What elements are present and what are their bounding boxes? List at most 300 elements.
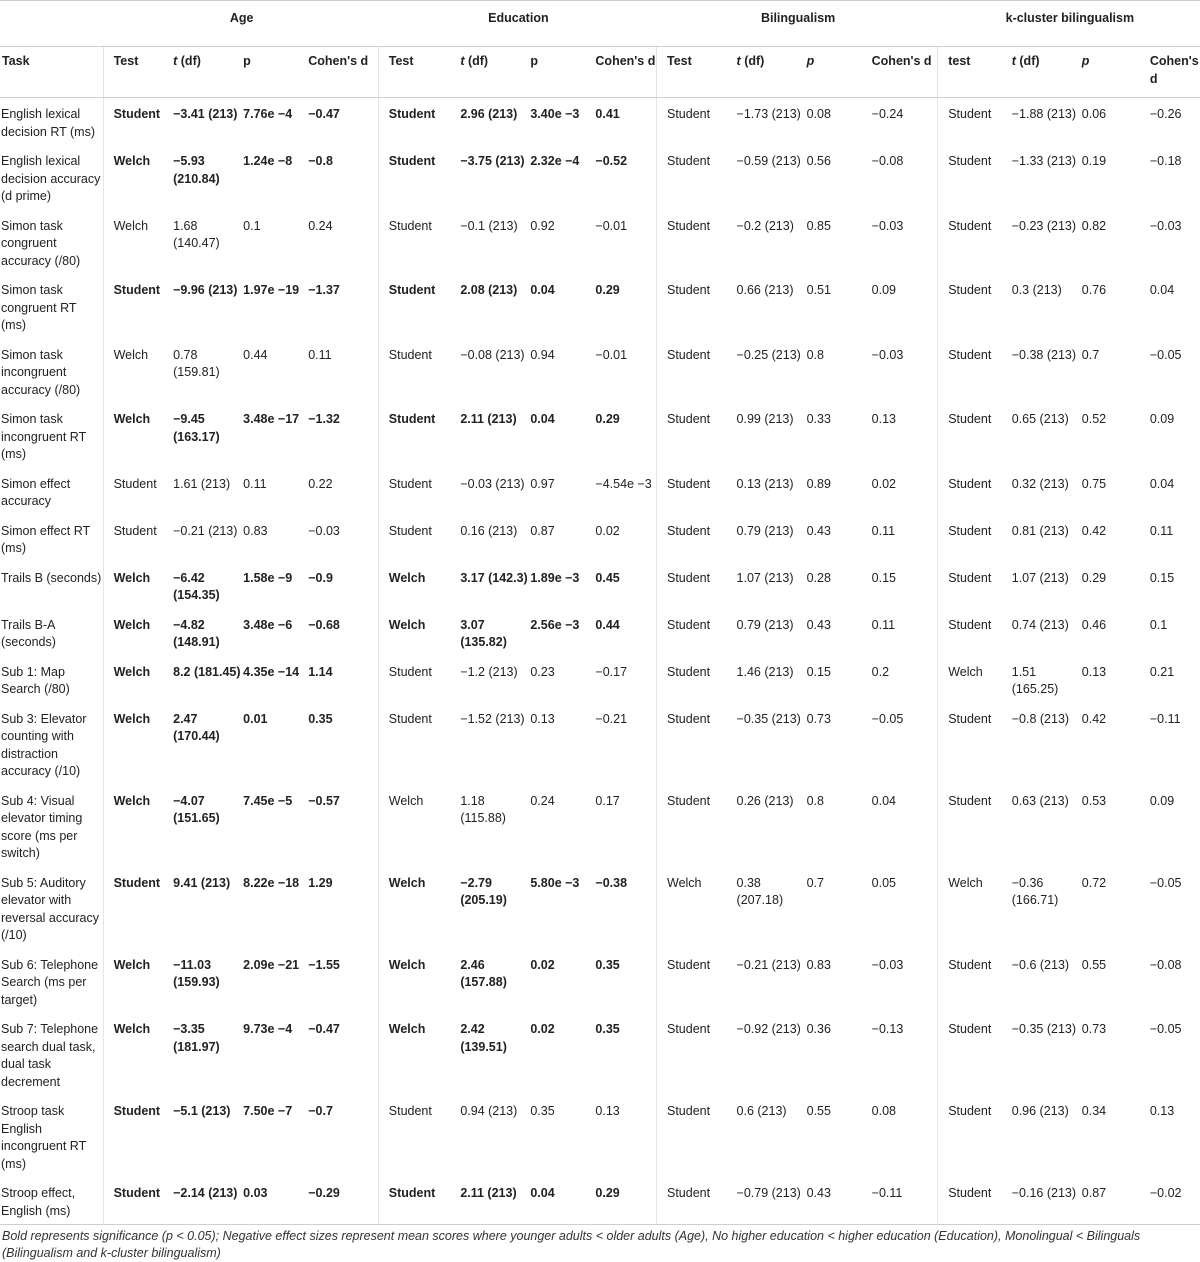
group-age: Age: [103, 1, 378, 47]
test-cell: Student: [103, 867, 171, 949]
column-header-row: [0, 47, 1200, 98]
p-cell: 0.13: [530, 711, 555, 726]
p-cell: 0.76: [1081, 283, 1107, 297]
test-cell: Student: [938, 468, 1010, 515]
task-cell: Simon effect accuracy: [1, 476, 71, 508]
t-cell: 2.42 (139.51): [460, 1022, 507, 1054]
col-bil-d: Cohen's d: [870, 47, 938, 98]
test-cell: Student: [378, 145, 458, 210]
table-footnote: Bold represents significance (p < 0.05); Negative effect sizes represent mean scores where younger adults < older adults (Age), No higher education < higher education (Education), Monolingual < Bilinguals (Bilingualism and k-cluster bilingualism): [2, 1229, 1141, 1260]
test-cell: Student: [657, 1177, 735, 1225]
p-cell: 2.56e −3: [530, 617, 580, 632]
cohens-d-cell: 0.13: [1149, 1104, 1175, 1118]
t-cell: 0.13 (213): [736, 476, 794, 491]
table-row: [0, 785, 1200, 867]
t-cell: 0.78 (159.81): [173, 347, 220, 379]
p-cell: 0.94: [530, 347, 555, 362]
t-cell: −0.21 (213): [173, 523, 238, 538]
p-cell: 0.13: [1081, 664, 1107, 679]
col-edu-d: Cohen's d: [593, 47, 656, 98]
t-cell: 0.79 (213): [736, 617, 794, 632]
test-cell: Welch: [103, 949, 171, 1014]
table-row: [0, 562, 1200, 609]
t-cell: 0.74 (213): [1011, 617, 1069, 632]
t-cell: −1.88 (213): [1011, 107, 1077, 121]
col-bil-test: Test: [657, 47, 735, 98]
test-cell: Student: [657, 1013, 735, 1095]
t-cell: 1.07 (213): [736, 570, 794, 585]
cohens-d-cell: −0.18: [1149, 154, 1182, 168]
t-cell: 0.3 (213): [1011, 283, 1062, 297]
test-cell: Student: [938, 145, 1010, 210]
col-age-p: p: [241, 47, 306, 98]
test-cell: Student: [378, 1095, 458, 1177]
p-cell: 0.03: [241, 1177, 306, 1225]
cohens-d-cell: 0.15: [871, 570, 896, 585]
cohens-d-cell: 0.13: [595, 1104, 620, 1118]
t-cell: −0.92 (213): [736, 1022, 801, 1036]
t-cell: 0.32 (213): [1011, 476, 1069, 491]
cohens-d-cell: 0.04: [1149, 476, 1175, 491]
table-row: [0, 468, 1200, 515]
t-cell: −0.36 (166.71): [1011, 875, 1059, 907]
test-cell: Student: [938, 403, 1010, 468]
task-cell: Sub 4: Visual elevator timing score (ms per switch): [1, 793, 83, 860]
p-cell: 0.55: [1081, 957, 1107, 972]
p-cell: 0.42: [1081, 523, 1107, 538]
task-cell: Sub 5: Auditory elevator with reversal accuracy (/10): [1, 875, 99, 942]
test-cell: Student: [657, 403, 735, 468]
t-cell: 3.07 (135.82): [460, 617, 507, 649]
cohens-d-cell: −0.29: [306, 1177, 378, 1225]
p-cell: 0.83: [243, 523, 268, 538]
t-cell: −5.93 (210.84): [173, 154, 220, 186]
test-cell: Student: [938, 274, 1010, 339]
p-cell: 0.29: [1081, 570, 1107, 585]
test-cell: Student: [657, 515, 735, 562]
cohens-d-cell: −0.57: [308, 793, 340, 808]
test-cell: Student: [103, 1095, 171, 1177]
cohens-d-cell: −0.8: [308, 154, 333, 168]
col-age-test: Test: [103, 47, 171, 98]
cohens-d-cell: 0.04: [871, 793, 896, 808]
p-cell: 0.02: [530, 957, 555, 972]
p-cell: 0.55: [806, 1104, 831, 1118]
table-row: [0, 609, 1200, 656]
p-cell: 0.33: [806, 412, 831, 426]
test-cell: Student: [657, 339, 735, 404]
t-cell: −1.52 (213): [460, 711, 525, 726]
t-cell: −2.79 (205.19): [460, 875, 507, 907]
p-cell: 0.02: [530, 1022, 555, 1036]
t-cell: 1.18 (115.88): [460, 793, 506, 825]
test-cell: Student: [657, 274, 735, 339]
test-cell: Student: [657, 1095, 735, 1177]
test-cell: Student: [657, 949, 735, 1014]
test-cell: Student: [657, 703, 735, 785]
col-kc-p: p: [1080, 47, 1148, 98]
p-cell: 0.87: [1080, 1177, 1148, 1225]
p-cell: 2.32e −4: [530, 154, 580, 168]
cohens-d-cell: 0.11: [871, 617, 896, 632]
table-row: [0, 274, 1200, 339]
test-cell: Welch: [378, 785, 458, 867]
p-cell: 2.09e −21: [243, 957, 300, 972]
test-cell: Student: [378, 339, 458, 404]
t-cell: 1.51 (165.25): [1011, 664, 1059, 696]
cohens-d-cell: 0.22: [308, 476, 333, 491]
p-cell: 1.24e −8: [243, 154, 293, 168]
task-cell: English lexical decision RT (ms): [1, 107, 96, 139]
t-cell: 0.6 (213): [736, 1104, 787, 1118]
cohens-d-cell: 0.1: [1149, 617, 1168, 632]
test-cell: Welch: [938, 867, 1010, 949]
cohens-d-cell: 0.29: [595, 412, 620, 426]
test-cell: Student: [378, 403, 458, 468]
cohens-d-cell: −4.54e −3: [595, 476, 652, 491]
test-cell: Welch: [103, 656, 171, 703]
t-cell: −0.35 (213): [1011, 1022, 1077, 1036]
test-cell: Student: [378, 703, 458, 785]
col-kc-test: test: [938, 47, 1010, 98]
test-cell: Student: [938, 703, 1010, 785]
t-cell: −3.75 (213): [460, 154, 525, 168]
t-cell: −0.23 (213): [1011, 218, 1077, 233]
cohens-d-cell: 0.35: [308, 711, 333, 726]
cohens-d-cell: −0.01: [595, 347, 628, 362]
cohens-d-cell: 0.29: [595, 283, 620, 297]
cohens-d-cell: 0.09: [871, 283, 896, 297]
cohens-d-cell: 0.29: [593, 1177, 656, 1225]
t-cell: −1.73 (213): [736, 107, 801, 121]
table-row: [0, 1095, 1200, 1177]
test-cell: Student: [657, 98, 735, 146]
t-cell: 0.66 (213): [736, 283, 794, 297]
group-bilingualism: Bilingualism: [657, 1, 938, 47]
test-cell: Student: [938, 1177, 1010, 1225]
cohens-d-cell: −0.05: [1149, 1022, 1182, 1036]
t-cell: 0.16 (213): [460, 523, 518, 538]
test-cell: Student: [378, 468, 458, 515]
table-row: [0, 703, 1200, 785]
p-cell: 7.45e −5: [243, 793, 293, 808]
cohens-d-cell: −0.26: [1149, 107, 1182, 121]
cohens-d-cell: −0.05: [871, 711, 904, 726]
cohens-d-cell: −0.11: [870, 1177, 938, 1225]
p-cell: 0.89: [806, 476, 831, 491]
p-cell: 5.80e −3: [530, 875, 580, 890]
t-cell: 3.17 (142.3): [460, 570, 528, 585]
task-cell: Sub 1: Map Search (/80): [1, 664, 70, 696]
col-kc-d: Cohen's d: [1148, 47, 1200, 98]
test-cell: Welch: [103, 785, 171, 867]
p-cell: 0.08: [806, 107, 831, 121]
cohens-d-cell: −1.37: [308, 283, 340, 297]
p-cell: 0.36: [806, 1022, 831, 1036]
col-bil-p: p: [805, 47, 870, 98]
cohens-d-cell: 0.11: [871, 523, 896, 538]
test-cell: Student: [378, 656, 458, 703]
t-cell: −0.8 (213): [1011, 711, 1070, 726]
test-cell: Welch: [103, 403, 171, 468]
p-cell: 0.72: [1081, 875, 1107, 890]
t-cell: 2.11 (213): [460, 412, 517, 426]
t-cell: −5.1 (213): [173, 1104, 231, 1118]
table-row: [0, 515, 1200, 562]
p-cell: 0.28: [806, 570, 831, 585]
test-cell: Student: [657, 609, 735, 656]
test-cell: Welch: [103, 562, 171, 609]
test-cell: Student: [657, 468, 735, 515]
col-task: Task: [0, 47, 103, 98]
t-cell: −0.1 (213): [460, 218, 518, 233]
p-cell: 7.50e −7: [243, 1104, 293, 1118]
cohens-d-cell: −0.52: [595, 154, 628, 168]
test-cell: Welch: [938, 656, 1010, 703]
cohens-d-cell: 1.14: [308, 664, 333, 679]
p-cell: 0.06: [1081, 107, 1107, 121]
task-cell: Stroop effect, English (ms): [0, 1177, 103, 1225]
t-cell: −0.03 (213): [460, 476, 525, 491]
cohens-d-cell: 0.09: [1149, 412, 1175, 426]
test-cell: Welch: [378, 1013, 458, 1095]
cohens-d-cell: −0.21: [595, 711, 628, 726]
test-cell: Welch: [103, 339, 171, 404]
t-cell: −0.08 (213): [460, 347, 525, 362]
p-cell: 0.24: [530, 793, 555, 808]
p-cell: 3.40e −3: [530, 107, 580, 121]
cohens-d-cell: 0.11: [308, 347, 332, 362]
cohens-d-cell: −0.68: [308, 617, 340, 632]
t-cell: 2.11 (213): [458, 1177, 528, 1225]
task-cell: Sub 7: Telephone search dual task, dual task decrement: [1, 1022, 99, 1089]
task-group-cell: [0, 1, 103, 47]
p-cell: 0.43: [805, 1177, 870, 1225]
p-cell: 0.42: [1081, 711, 1107, 726]
test-cell: Welch: [103, 703, 171, 785]
cohens-d-cell: 0.24: [308, 218, 333, 233]
col-age-t: t (df): [171, 47, 241, 98]
p-cell: 0.35: [530, 1104, 555, 1118]
t-cell: −2.14 (213): [171, 1177, 241, 1225]
t-cell: −1.2 (213): [460, 664, 518, 679]
t-cell: −0.6 (213): [1011, 957, 1070, 972]
test-cell: Student: [938, 1013, 1010, 1095]
p-cell: 0.75: [1081, 476, 1107, 491]
cohens-d-cell: −0.03: [308, 523, 340, 538]
cohens-d-cell: −0.08: [871, 154, 904, 168]
p-cell: 0.97: [530, 476, 555, 491]
cohens-d-cell: −0.47: [308, 1022, 340, 1036]
t-cell: −4.07 (151.65): [173, 793, 220, 825]
cohens-d-cell: 0.35: [595, 1022, 620, 1036]
p-cell: 0.04: [528, 1177, 593, 1225]
test-cell: Student: [657, 656, 735, 703]
p-cell: 0.52: [1081, 412, 1107, 426]
task-cell: Simon task incongruent RT (ms): [1, 412, 87, 461]
p-cell: 0.15: [806, 664, 831, 679]
t-cell: 0.99 (213): [736, 412, 794, 426]
p-cell: 7.76e −4: [243, 107, 293, 121]
table-row: [0, 1013, 1200, 1095]
task-cell: Trails B (seconds): [1, 570, 102, 585]
test-cell: Welch: [378, 562, 458, 609]
p-cell: 0.82: [1081, 218, 1107, 233]
cohens-d-cell: −0.08: [1149, 957, 1182, 972]
cohens-d-cell: 0.44: [595, 617, 620, 632]
t-cell: −3.35 (181.97): [173, 1022, 220, 1054]
t-cell: −0.21 (213): [736, 957, 801, 972]
p-cell: 0.7: [806, 875, 824, 890]
test-cell: Student: [657, 562, 735, 609]
table-row: [0, 656, 1200, 703]
t-cell: 2.96 (213): [460, 107, 518, 121]
p-cell: 0.44: [243, 347, 268, 362]
test-cell: Student: [103, 274, 171, 339]
p-cell: 3.48e −17: [243, 412, 300, 426]
p-cell: 0.43: [806, 617, 831, 632]
task-cell: Simon task congruent accuracy (/80): [1, 218, 81, 268]
cohens-d-cell: 0.08: [871, 1104, 896, 1118]
p-cell: 0.11: [243, 476, 267, 491]
t-cell: 1.46 (213): [736, 664, 794, 679]
col-age-d: Cohen's d: [306, 47, 378, 98]
test-cell: Student: [657, 145, 735, 210]
table-row: [0, 403, 1200, 468]
p-cell: 0.04: [530, 283, 555, 297]
cohens-d-cell: 0.09: [1149, 793, 1175, 808]
test-cell: Student: [938, 609, 1010, 656]
t-cell: 0.96 (213): [1011, 1104, 1069, 1118]
cohens-d-cell: −0.9: [308, 570, 333, 585]
cohens-d-cell: 1.29: [308, 875, 333, 890]
cohens-d-cell: −0.03: [871, 347, 904, 362]
t-cell: 1.68 (140.47): [173, 218, 220, 250]
t-cell: −3.41 (213): [173, 107, 238, 121]
table-row: [0, 867, 1200, 949]
p-cell: 0.01: [243, 711, 268, 726]
cohens-d-cell: 0.41: [595, 107, 620, 121]
test-cell: Welch: [103, 609, 171, 656]
test-cell: Student: [378, 274, 458, 339]
test-cell: Student: [657, 785, 735, 867]
cohens-d-cell: −0.47: [308, 107, 340, 121]
t-cell: −11.03 (159.93): [173, 957, 220, 989]
p-cell: 0.87: [530, 523, 555, 538]
task-cell: Simon effect RT (ms): [1, 523, 90, 555]
cohens-d-cell: 0.11: [1149, 523, 1174, 538]
task-cell: Trails B-A (seconds): [1, 617, 56, 649]
cohens-d-cell: −0.02: [1148, 1177, 1200, 1225]
p-cell: 0.83: [806, 957, 831, 972]
cohens-d-cell: 0.2: [871, 664, 890, 679]
p-cell: 1.58e −9: [243, 570, 293, 585]
cohens-d-cell: −0.38: [595, 875, 628, 890]
test-cell: Student: [938, 562, 1010, 609]
test-cell: Welch: [103, 210, 171, 275]
t-cell: −0.16 (213): [1010, 1177, 1080, 1225]
test-cell: Student: [378, 98, 458, 146]
test-cell: Student: [938, 515, 1010, 562]
test-cell: Welch: [378, 609, 458, 656]
t-cell: 0.65 (213): [1011, 412, 1069, 426]
p-cell: 0.1: [243, 218, 261, 233]
test-cell: Student: [103, 515, 171, 562]
cohens-d-cell: −0.17: [595, 664, 628, 679]
p-cell: 0.51: [806, 283, 831, 297]
t-cell: 2.08 (213): [460, 283, 518, 297]
test-cell: Welch: [378, 949, 458, 1014]
p-cell: 8.22e −18: [243, 875, 300, 890]
p-cell: 0.04: [530, 412, 555, 426]
p-cell: 0.43: [806, 523, 831, 538]
t-cell: −0.35 (213): [736, 711, 801, 726]
t-cell: −9.96 (213): [173, 283, 238, 297]
task-cell: Simon task incongruent accuracy (/80): [1, 347, 81, 397]
task-cell: English lexical decision accuracy (d prime): [1, 154, 101, 203]
col-edu-test: Test: [378, 47, 458, 98]
col-kc-t: t (df): [1010, 47, 1080, 98]
test-cell: Student: [378, 210, 458, 275]
test-cell: Student: [938, 1095, 1010, 1177]
group-education: Education: [378, 1, 656, 47]
table-row: [0, 339, 1200, 404]
t-cell: 8.2 (181.45): [173, 664, 241, 679]
test-cell: Student: [103, 468, 171, 515]
t-cell: 0.38 (207.18): [736, 875, 784, 907]
cohens-d-cell: 0.02: [871, 476, 896, 491]
cohens-d-cell: −0.05: [1149, 347, 1182, 362]
t-cell: −0.25 (213): [736, 347, 801, 362]
t-cell: 1.61 (213): [173, 476, 231, 491]
t-cell: −4.82 (148.91): [173, 617, 220, 649]
test-cell: Welch: [657, 867, 735, 949]
p-cell: 0.8: [806, 347, 824, 362]
test-cell: Student: [103, 98, 171, 146]
t-cell: 9.41 (213): [173, 875, 231, 890]
t-cell: −0.2 (213): [736, 218, 794, 233]
p-cell: 0.46: [1081, 617, 1107, 632]
table-body: [0, 98, 1200, 1225]
test-cell: Student: [938, 210, 1010, 275]
p-cell: 0.73: [806, 711, 831, 726]
cohens-d-cell: 0.05: [871, 875, 896, 890]
table-row: [0, 1177, 1200, 1225]
cohens-d-cell: −1.55: [308, 957, 340, 972]
t-cell: −9.45 (163.17): [173, 412, 220, 444]
task-cell: Sub 3: Elevator counting with distraction accuracy (/10): [1, 711, 87, 778]
test-cell: Student: [938, 949, 1010, 1014]
cohens-d-cell: −0.03: [871, 957, 904, 972]
cohens-d-cell: −0.24: [871, 107, 904, 121]
cohens-d-cell: −0.03: [871, 218, 904, 233]
test-cell: Welch: [103, 1013, 171, 1095]
cohens-d-cell: −0.03: [1149, 218, 1182, 233]
task-cell: Simon task congruent RT (ms): [1, 283, 77, 332]
t-cell: 2.46 (157.88): [460, 957, 507, 989]
test-cell: Student: [938, 339, 1010, 404]
cohens-d-cell: −1.32: [308, 412, 340, 426]
group-header-row: [0, 1, 1200, 47]
cohens-d-cell: −0.13: [871, 1022, 904, 1036]
table-row: [0, 98, 1200, 146]
t-cell: −0.38 (213): [1011, 347, 1077, 362]
cohens-d-cell: 0.15: [1149, 570, 1175, 585]
p-cell: 9.73e −4: [243, 1022, 293, 1036]
test-cell: Student: [378, 1177, 458, 1225]
p-cell: 0.19: [1081, 154, 1107, 168]
col-bil-t: t (df): [735, 47, 805, 98]
